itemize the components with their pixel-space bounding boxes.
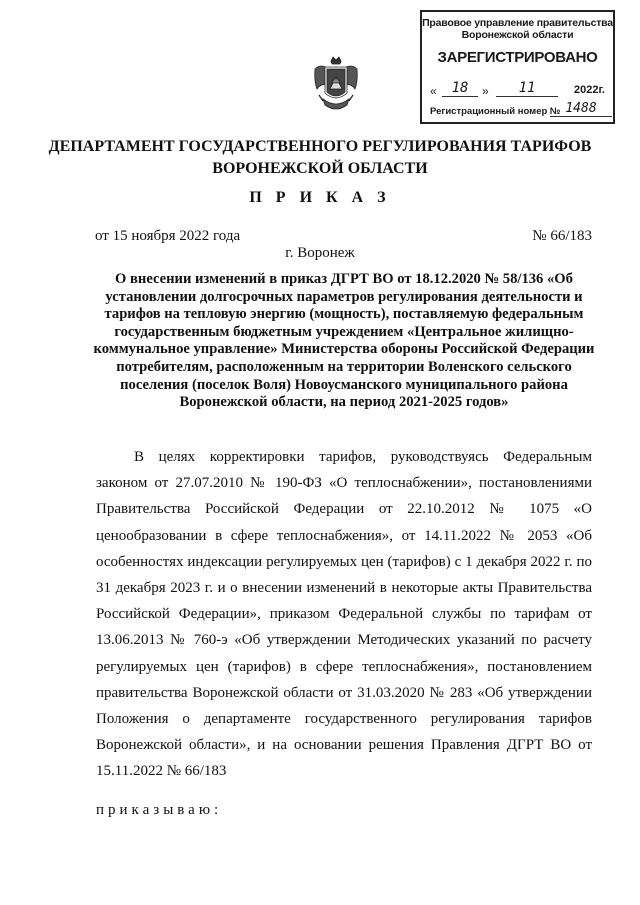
stamp-month: 11 (496, 80, 558, 97)
stamp-quote-close: » (482, 84, 489, 98)
stamp-organization: Правовое управление правительства Воронежской области (422, 17, 613, 41)
stamp-day: 18 (442, 80, 478, 97)
preamble-paragraph: В целях корректировки тарифов, руководствуясь Федеральным законом от 27.07.2010 № 190-ФЗ «О теплоснабжении», постановлениями Правительства Российской Федерации от 22.10.2012 № 1075 «О ценообразовании в сфере теплоснабжения», от 14.11.2022 № 2053 «Об особенностях индексации регулируемых цен (тарифов) с 1 декабря 2022 г. по 31 декабря 2023 г. и о внесении изменений в некоторые акты Правительства Российской Федерации», приказом Федеральной службы по тарифам от 13.06.2013 № 760-э «Об утверждении Методических указаний по расчету регулируемых цен (тарифов) в сфере теплоснабжения», постановлением правительства Воронежской области от 31.03.2020 № 283 «Об утверждении Положения о департаменте государственного регулирования тарифов Воронежской области», и на основании решения Правления ДГРТ ВО от 15.11.2022 № 66/183 (96, 449, 592, 780)
voronezh-coat-of-arms-icon (311, 55, 361, 115)
order-date: от 15 ноября 2022 года (95, 228, 241, 244)
document-type: П Р И К А З (249, 189, 391, 206)
stamp-registered-label: ЗАРЕГИСТРИРОВАНО (437, 49, 598, 66)
stamp-quote-open: « (430, 84, 437, 98)
stamp-date (430, 80, 605, 102)
registration-stamp (420, 10, 615, 124)
stamp-reg-number-value: 1488 (550, 101, 612, 117)
stamp-reg-number (430, 101, 607, 117)
stamp-year: 2022г. (573, 84, 605, 96)
department-title: ДЕПАРТАМЕНТ ГОСУДАРСТВЕННОГО РЕГУЛИРОВАНИЯ ТАРИФОВ ВОРОНЕЖСКОЙ ОБЛАСТИ (48, 138, 592, 177)
city: г. Воронеж (285, 245, 355, 261)
decree-word: приказываю: (96, 802, 223, 818)
order-subject: О внесении изменений в приказ ДГРТ ВО от 18.12.2020 № 58/136 «Об установлении долгосрочных параметров регулирования деятельности и тарифов на тепловую энергию (мощность), поставляемую федеральным государственным бюджетным учреждением «Центральное жилищно-коммунальное управление» Министерства обороны Российской Федерации потребителям, расположенным на территории Воленского сельского поселения (поселок Воля) Новоусманского муниципального района Воронежской области, на период 2021-2025 годов» (93, 271, 595, 411)
stamp-reg-number-label: Регистрационный номер № (430, 106, 561, 117)
order-number: № 66/183 (532, 228, 592, 244)
